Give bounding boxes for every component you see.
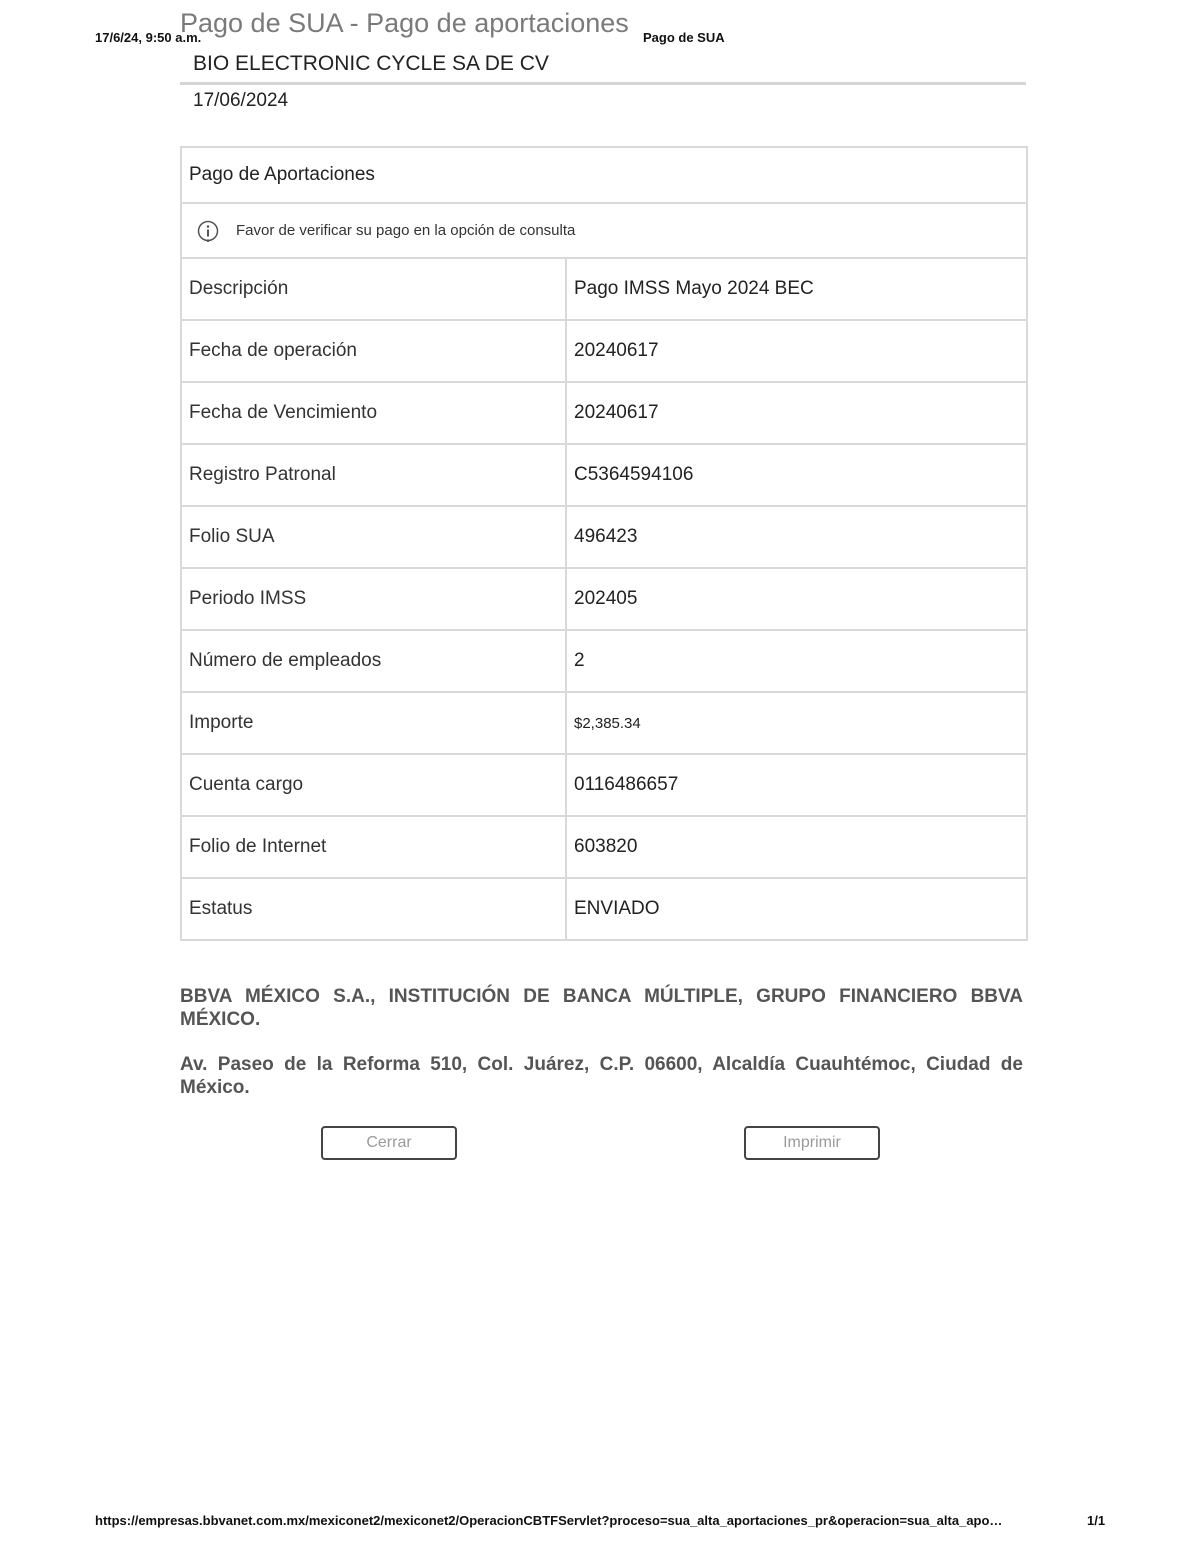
detail-value: 603820 bbox=[574, 836, 638, 857]
detail-row bbox=[182, 631, 1026, 693]
detail-label: Cuenta cargo bbox=[182, 755, 567, 815]
close-button[interactable]: Cerrar bbox=[321, 1126, 457, 1160]
print-datetime: 17/6/24, 9:50 a.m. bbox=[95, 30, 202, 45]
detail-row bbox=[182, 755, 1026, 817]
detail-row bbox=[182, 693, 1026, 755]
detail-value: C5364594106 bbox=[574, 464, 694, 485]
print-document-title: Pago de SUA bbox=[643, 30, 725, 45]
detail-row bbox=[182, 259, 1026, 321]
detail-value: 0116486657 bbox=[574, 774, 679, 795]
detail-label: Periodo IMSS bbox=[182, 569, 567, 629]
bank-address: Av. Paseo de la Reforma 510, Col. Juárez, C.P. 06600, Alcaldía Cuauhtémoc, Ciudad de México. bbox=[180, 1054, 1023, 1098]
print-page-number: 1/1 bbox=[1087, 1513, 1106, 1528]
detail-value: 20240617 bbox=[574, 402, 659, 423]
detail-row bbox=[182, 569, 1026, 631]
detail-value: Pago IMSS Mayo 2024 BEC bbox=[574, 278, 814, 299]
detail-row bbox=[182, 817, 1026, 879]
detail-label: Folio de Internet bbox=[182, 817, 567, 877]
panel-heading: Pago de Aportaciones bbox=[182, 148, 1026, 204]
detail-rows bbox=[182, 259, 1026, 939]
detail-label: Registro Patronal bbox=[182, 445, 567, 505]
detail-value: $2,385.34 bbox=[574, 714, 641, 732]
detail-value: 2 bbox=[574, 650, 585, 671]
detail-label: Importe bbox=[182, 693, 567, 753]
detail-label: Fecha de operación bbox=[182, 321, 567, 381]
detail-label: Estatus bbox=[182, 879, 567, 939]
detail-value: ENVIADO bbox=[574, 898, 660, 919]
bank-name: BBVA MÉXICO S.A., INSTITUCIÓN DE BANCA MÚLTIPLE, GRUPO FINANCIERO BBVA MÉXICO. bbox=[180, 986, 1023, 1030]
print-button[interactable]: Imprimir bbox=[744, 1126, 880, 1160]
company-name: BIO ELECTRONIC CYCLE SA DE CV bbox=[193, 52, 549, 75]
payment-details-panel bbox=[180, 146, 1028, 941]
operation-date: 17/06/2024 bbox=[193, 90, 289, 111]
detail-row bbox=[182, 383, 1026, 445]
detail-row bbox=[182, 879, 1026, 939]
title-divider bbox=[180, 82, 1026, 85]
notice-text: Favor de verificar su pago en la opción de consulta bbox=[236, 222, 576, 239]
detail-value: 202405 bbox=[574, 588, 638, 609]
detail-label: Descripción bbox=[182, 259, 567, 319]
detail-value: 20240617 bbox=[574, 340, 659, 361]
detail-value: 496423 bbox=[574, 526, 638, 547]
info-icon bbox=[197, 220, 219, 242]
detail-row bbox=[182, 445, 1026, 507]
verification-notice bbox=[182, 204, 1026, 259]
page-title: Pago de SUA - Pago de aportaciones bbox=[180, 8, 629, 38]
detail-row bbox=[182, 507, 1026, 569]
detail-row bbox=[182, 321, 1026, 383]
print-footer-url: https://empresas.bbvanet.com.mx/mexiconet2/mexiconet2/OperacionCBTFServlet?proceso=sua_alta_aportaciones_pr&operacion=sua_alta_apo… bbox=[95, 1513, 1003, 1528]
detail-label: Folio SUA bbox=[182, 507, 567, 567]
detail-label: Fecha de Vencimiento bbox=[182, 383, 567, 443]
detail-label: Número de empleados bbox=[182, 631, 567, 691]
